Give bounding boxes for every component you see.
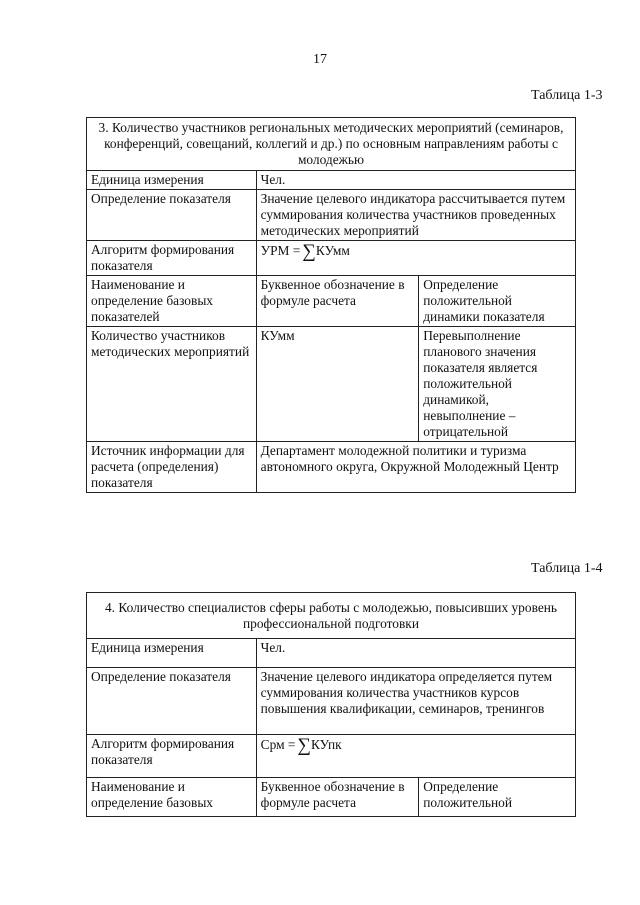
indicator-table-1-4 (86, 592, 576, 817)
table-title-row (87, 118, 576, 171)
cell: Количество участников методических мероприятий (87, 327, 257, 442)
row-label: Единица измерения (87, 171, 257, 190)
sum-symbol: ∑ (297, 735, 311, 756)
column-header: Наименование и определение базовых показателей (87, 276, 257, 327)
cell: Перевыполнение планового значения показателя является положительной динамикой, невыполнение – отрицательной (419, 327, 576, 442)
table-row (87, 442, 576, 493)
row-label: Алгоритм формирования показателя (87, 241, 257, 276)
table-row (87, 639, 576, 668)
formula-lhs: УРМ = (260, 243, 301, 258)
cell: КУмм (256, 327, 419, 442)
row-value: Значение целевого индикатора определяется путем суммирования количества участников курсов повышения квалификации, семинаров, тренингов (256, 668, 575, 735)
row-label: Алгоритм формирования показателя (87, 735, 257, 778)
sum-symbol: ∑ (302, 241, 316, 262)
row-value: Чел. (256, 639, 575, 668)
row-value: Департамент молодежной политики и туризма автономного округа, Окружной Молодежный Центр (256, 442, 575, 493)
column-header: Определение положительной динамики показателя (419, 276, 576, 327)
row-value: Чел. (256, 171, 575, 190)
indicator-table-1-3 (86, 117, 576, 493)
column-header: Наименование и определение базовых (87, 778, 257, 817)
row-label: Определение показателя (87, 668, 257, 735)
table-header-row (87, 778, 576, 817)
row-value: Значение целевого индикатора рассчитывается путем суммирования количества участников проведенных методических мероприятий (256, 190, 575, 241)
formula (256, 241, 575, 276)
formula-rhs: КУмм (315, 243, 350, 258)
table-row (87, 171, 576, 190)
table-row (87, 241, 576, 276)
column-header: Буквенное обозначение в формуле расчета (256, 276, 419, 327)
table-title: 4. Количество специалистов сферы работы с молодежью, повысивших уровень профессиональной подготовки (87, 593, 576, 639)
table-label: Таблица 1-3 (531, 88, 603, 103)
formula-rhs: КУпк (311, 737, 342, 752)
row-label: Единица измерения (87, 639, 257, 668)
table-title-row (87, 593, 576, 639)
table-row (87, 190, 576, 241)
table-label: Таблица 1-4 (531, 561, 603, 576)
row-label: Определение показателя (87, 190, 257, 241)
table-row (87, 327, 576, 442)
table-header-row (87, 276, 576, 327)
page-number: 17 (313, 52, 327, 67)
row-label: Источник информации для расчета (определения) показателя (87, 442, 257, 493)
formula-lhs: Срм = (260, 737, 296, 752)
table-title: 3. Количество участников региональных методических мероприятий (семинаров, конференций, совещаний, коллегий и др.) по основным направлениям работы с молодежью (87, 118, 576, 171)
column-header: Буквенное обозначение в формуле расчета (256, 778, 419, 817)
formula (256, 735, 575, 778)
table-row (87, 735, 576, 778)
column-header: Определение положительной (419, 778, 576, 817)
table-row (87, 668, 576, 735)
